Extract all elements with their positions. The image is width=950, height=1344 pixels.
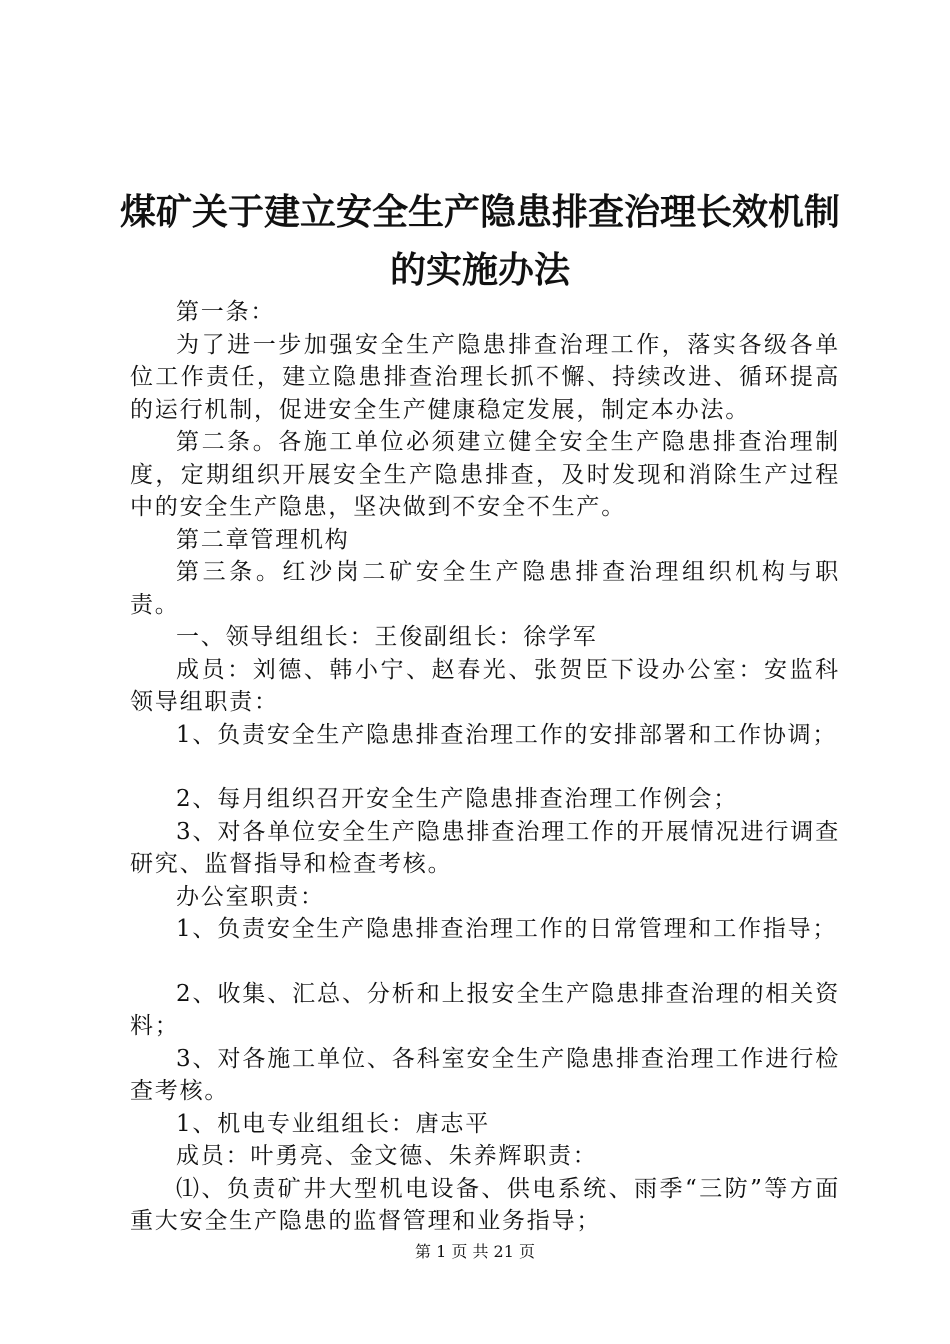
- document-body: [130, 296, 840, 1238]
- paragraph-article-1: 第一条：: [176, 299, 276, 325]
- paragraph: 为了进一步加强安全生产隐患排查治理工作，落实各级各单位工作责任，建立隐患排查治理长抓不懈、持续改进、循环提高的运行机制，促进安全生产健康稳定发展，制定本办法。: [130, 331, 840, 423]
- list-item: 3、对各单位安全生产隐患排查治理工作的开展情况进行调查研究、监督指导和检查考核。: [130, 818, 840, 877]
- paragraph: 一、领导组组长：王俊副组长：徐学军: [176, 624, 598, 650]
- paragraph: 办公室职责：: [176, 883, 325, 910]
- paragraph: 成员：叶勇亮、金文德、朱养辉职责：: [176, 1143, 598, 1169]
- document-title-line1: 煤矿关于建立安全生产隐患排查治理长效机制: [119, 191, 840, 233]
- list-item: 3、对各施工单位、各科室安全生产隐患排查治理工作进行检查考核。: [130, 1045, 840, 1104]
- list-item: ⑴、负责矿井大型机电设备、供电系统、雨季“三防”等方面重大安全生产隐患的监督管理和业务指导；: [130, 1175, 840, 1234]
- list-item: 1、负责安全生产隐患排查治理工作的日常管理和工作指导；: [176, 916, 838, 942]
- list-item: 2、收集、汇总、分析和上报安全生产隐患排查治理的相关资料；: [130, 980, 840, 1039]
- chapter-heading: 第二章管理机构: [176, 526, 350, 553]
- list-item: 1、机电专业组组长：唐志平: [176, 1110, 491, 1137]
- paragraph-article-2: 第二条。各施工单位必须建立健全安全生产隐患排查治理制度，定期组织开展安全生产隐患排查，及时发现和消除生产过程中的安全生产隐患，坚决做到不安全不生产。: [130, 429, 840, 520]
- page-footer: 第 1 页 共 21 页: [415, 1242, 535, 1261]
- document-title-line2: 的实施办法: [389, 249, 570, 291]
- paragraph: 成员：刘德、韩小宁、赵春光、张贺臣下设办公室：安监科领导组职责：: [130, 656, 840, 715]
- paragraph-article-3: 第三条。红沙岗二矿安全生产隐患排查治理组织机构与职责。: [130, 559, 840, 618]
- list-item: 1、负责安全生产隐患排查治理工作的安排部署和工作协调；: [176, 721, 838, 748]
- list-item: 2、每月组织召开安全生产隐患排查治理工作例会；: [176, 786, 739, 812]
